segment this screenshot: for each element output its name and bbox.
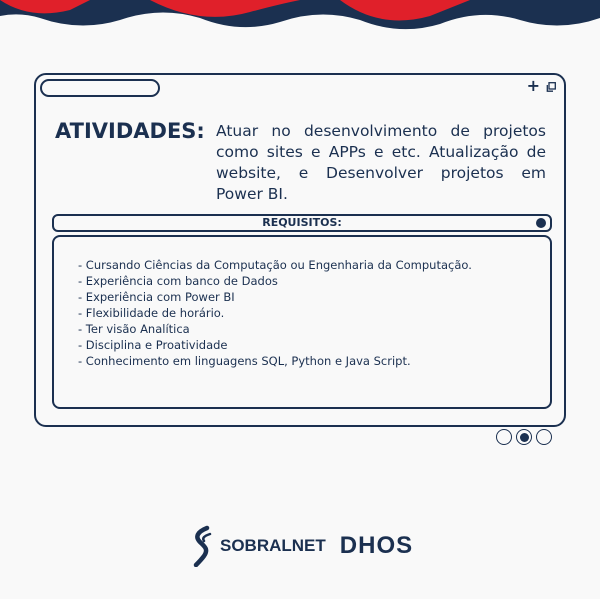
browser-window (34, 73, 566, 427)
list-item: - Experiência com banco de Dados (78, 274, 278, 288)
list-item: - Cursando Ciências da Computação ou Engenharia da Computação. (78, 258, 472, 272)
list-item: - Disciplina e Proatividade (78, 338, 228, 352)
brand-footer (190, 524, 413, 568)
top-decoration (0, 0, 600, 40)
pager-dot-1[interactable] (496, 429, 512, 445)
activities-heading: ATIVIDADES: (55, 119, 205, 143)
dhos-logo-text: DHOS (339, 532, 414, 559)
address-bar[interactable] (40, 79, 160, 97)
list-item: - Conhecimento em linguagens SQL, Python e Java Script. (78, 354, 411, 368)
sobralnet-logo-text: SOBRALNET (220, 536, 326, 555)
copy-icon[interactable] (546, 82, 556, 92)
pager-dot-2-active[interactable] (516, 429, 532, 445)
activities-description: Atuar no desenvolvimento de projetos como sites e APPs e etc. Atualização de website, e Desenvolver projetos em Power BI. (216, 122, 546, 203)
list-item: - Flexibilidade de horário. (78, 306, 225, 320)
carousel-pager (496, 429, 552, 445)
requirements-panel (52, 235, 552, 409)
list-item: - Experiência com Power BI (78, 290, 235, 304)
plus-icon[interactable]: + (526, 76, 540, 95)
requirements-list (78, 257, 472, 369)
sobralnet-logo-icon (190, 525, 214, 567)
status-dot-icon (536, 218, 546, 228)
list-item: - Ter visão Analítica (78, 322, 190, 336)
requirements-header (52, 214, 552, 232)
pager-dot-3[interactable] (536, 429, 552, 445)
requirements-label: REQUISITOS: (262, 216, 342, 229)
